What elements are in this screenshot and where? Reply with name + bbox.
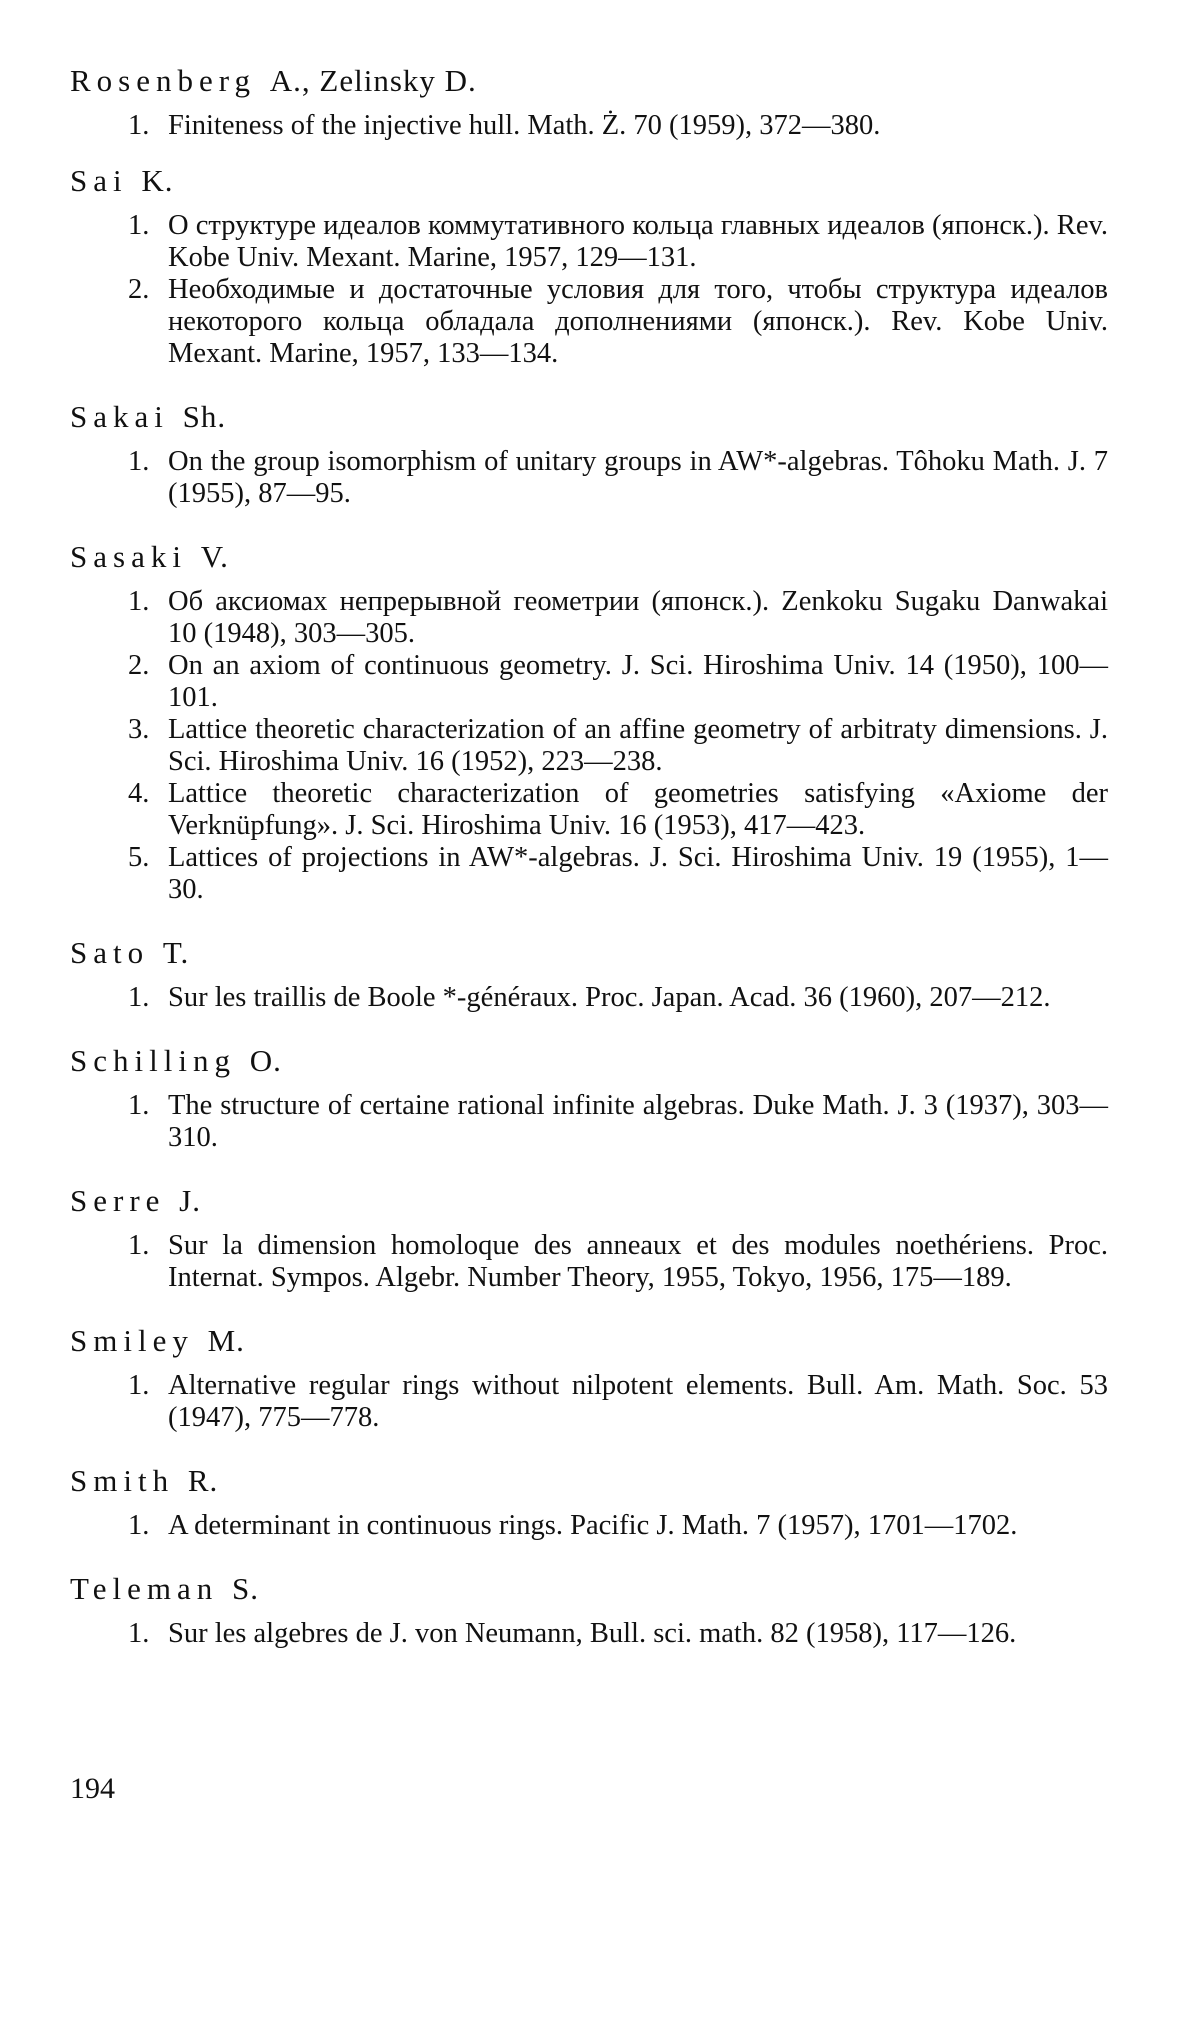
author-initials: T. — [162, 935, 190, 970]
author-initials: M. — [207, 1323, 245, 1358]
author-heading — [70, 162, 1108, 200]
author-heading — [70, 398, 1108, 436]
bibliography-entry — [70, 210, 1108, 274]
author-initials: A., Zelinsky D. — [269, 63, 477, 98]
entry-text: Finiteness of the injective hull. Math. Ż. 70 (1959), 372—380. — [168, 110, 881, 141]
author-initials: R. — [187, 1463, 219, 1498]
author-surname: Schilling — [70, 1043, 236, 1078]
author-heading — [70, 1462, 1108, 1500]
author-initials: K. — [141, 163, 174, 198]
entry-text: Sur la dimension homoloque des anneaux et des modules noethériens. Proc. Internat. Sympos. Algebr. Number Theory, 1955, Tokyo, 1956, 175—189. — [168, 1230, 1108, 1293]
author-initials: Sh. — [182, 399, 227, 434]
entry-text: The structure of certaine rational infinite algebras. Duke Math. J. 3 (1937), 303—310. — [168, 1090, 1108, 1153]
author-initials: V. — [200, 539, 229, 574]
entry-number: 2. — [128, 274, 150, 305]
entry-text: О структуре идеалов коммутативного кольца главных идеалов (японск.). Rev. Kobe Univ. Mexant. Marine, 1957, 129—131. — [168, 210, 1108, 273]
entry-text: On an axiom of continuous geometry. J. Sci. Hiroshima Univ. 14 (1950), 100—101. — [168, 650, 1108, 713]
entry-number: 1. — [128, 110, 150, 141]
author-initials: S. — [232, 1571, 260, 1606]
bibliography-author-block — [70, 1462, 1108, 1542]
author-heading — [70, 1182, 1108, 1220]
bibliography-entry — [70, 274, 1108, 370]
entry-number: 4. — [128, 778, 150, 809]
entry-number: 1. — [128, 1618, 150, 1649]
author-heading — [70, 1042, 1108, 1080]
entry-text: Об аксиомах непрерывной геометрии (японск.). Zenkoku Sugaku Danwakai 10 (1948), 303—305. — [168, 586, 1108, 649]
entry-number: 3. — [128, 714, 150, 745]
entry-number: 1. — [128, 982, 150, 1013]
entry-text: A determinant in continuous rings. Pacific J. Math. 7 (1957), 1701—1702. — [168, 1510, 1018, 1541]
bibliography-entry — [70, 1230, 1108, 1294]
bibliography-author-block — [70, 934, 1108, 1014]
author-surname: Sai — [70, 163, 128, 198]
entry-text: Alternative regular rings without nilpotent elements. Bull. Am. Math. Soc. 53 (1947), 775—778. — [168, 1370, 1108, 1433]
bibliography-author-block — [70, 1322, 1108, 1434]
author-surname: Rosenberg — [70, 63, 257, 98]
author-heading — [70, 934, 1108, 972]
author-surname: Smith — [70, 1463, 175, 1498]
entry-text: On the group isomorphism of unitary groups in AW*-algebras. Tôhoku Math. J. 7 (1955), 87—95. — [168, 446, 1108, 509]
entry-text: Lattice theoretic characterization of an affine geometry of arbitraty dimensions. J. Sci. Hiroshima Univ. 16 (1952), 223—238. — [168, 714, 1108, 777]
page-number: 194 — [70, 1772, 115, 1805]
entry-number: 1. — [128, 1510, 150, 1541]
bibliography-author-block — [70, 162, 1108, 370]
author-heading — [70, 1322, 1108, 1360]
entry-text: Sur les algebres de J. von Neumann, Bull. sci. math. 82 (1958), 117—126. — [168, 1618, 1017, 1649]
bibliography-author-block — [70, 398, 1108, 510]
bibliography-entry — [70, 110, 1108, 142]
bibliography-entry — [70, 586, 1108, 650]
entry-text: Sur les traillis de Boole *-généraux. Proc. Japan. Acad. 36 (1960), 207—212. — [168, 982, 1051, 1013]
bibliography-author-block — [70, 538, 1108, 906]
author-surname: Sakai — [70, 399, 169, 434]
entry-text: Lattices of projections in AW*-algebras. J. Sci. Hiroshima Univ. 19 (1955), 1—30. — [168, 842, 1108, 905]
author-heading — [70, 1570, 1108, 1608]
entry-number: 1. — [128, 1090, 150, 1121]
entry-number: 5. — [128, 842, 150, 873]
bibliography-entry — [70, 1510, 1108, 1542]
author-heading — [70, 62, 1108, 100]
entry-number: 1. — [128, 1230, 150, 1261]
entry-number: 1. — [128, 210, 150, 241]
author-initials: O. — [249, 1043, 282, 1078]
entry-number: 2. — [128, 650, 150, 681]
author-heading — [70, 538, 1108, 576]
bibliography-entry — [70, 650, 1108, 714]
author-surname: Sato — [70, 935, 150, 970]
author-initials: J. — [179, 1183, 201, 1218]
bibliography-entry — [70, 714, 1108, 778]
entry-text: Lattice theoretic characterization of geometries satisfying «Axiome der Verknüpfung». J. Sci. Hiroshima Univ. 16 (1953), 417—423. — [168, 778, 1108, 841]
author-surname: Sasaki — [70, 539, 187, 574]
bibliography-author-block — [70, 62, 1108, 142]
bibliography-entry — [70, 982, 1108, 1014]
bibliography-author-block — [70, 1570, 1108, 1650]
bibliography-author-block — [70, 1182, 1108, 1294]
entry-number: 1. — [128, 1370, 150, 1401]
author-surname: Serre — [70, 1183, 166, 1218]
bibliography-entry — [70, 842, 1108, 906]
bibliography-entry — [70, 778, 1108, 842]
entry-number: 1. — [128, 586, 150, 617]
author-surname: Smiley — [70, 1323, 194, 1358]
author-surname: Teleman — [70, 1571, 219, 1606]
bibliography-entry — [70, 446, 1108, 510]
bibliography-entry — [70, 1618, 1108, 1650]
bibliography-entry — [70, 1090, 1108, 1154]
entry-text: Необходимые и достаточные условия для того, чтобы структура идеалов некоторого кольца обладала дополнениями (японск.). Rev. Kobe Univ. Mexant. Marine, 1957, 133—134. — [168, 274, 1108, 369]
bibliography-author-block — [70, 1042, 1108, 1154]
entry-number: 1. — [128, 446, 150, 477]
bibliography-entry — [70, 1370, 1108, 1434]
